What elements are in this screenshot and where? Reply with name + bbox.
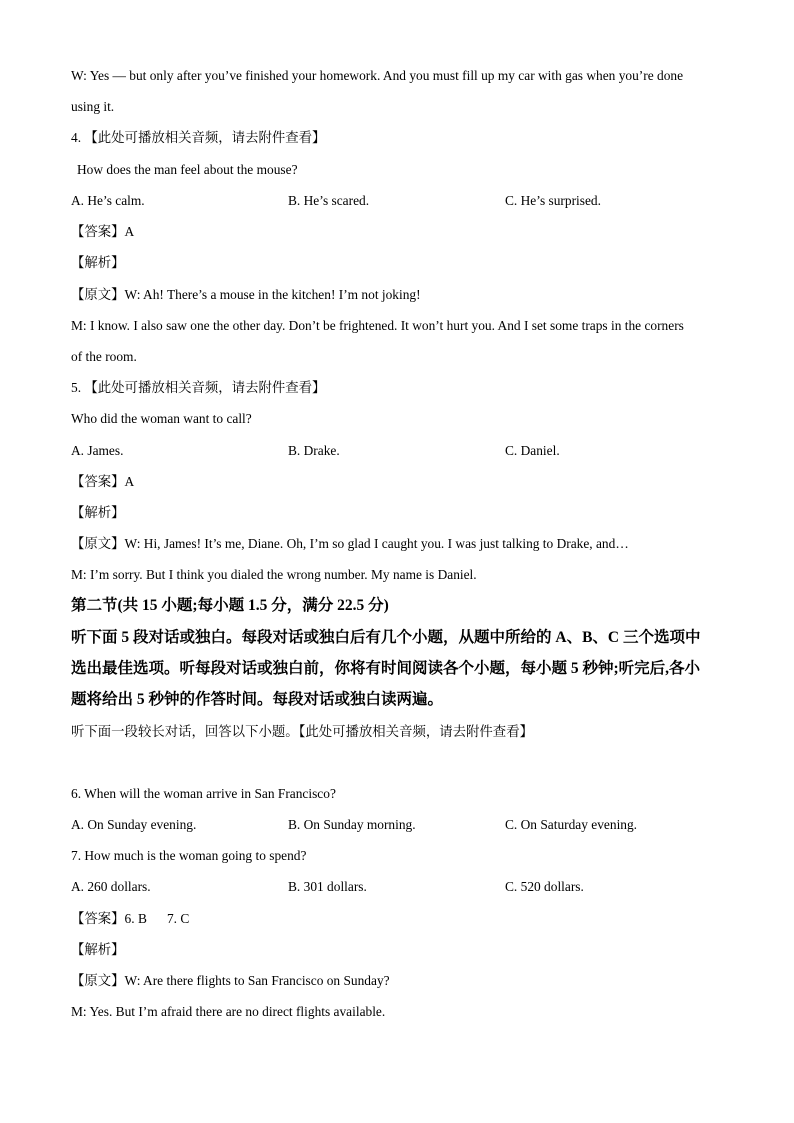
transcript-line: M: I know. I also saw one the other day. Don’t be frightened. It won’t hurt you. And I set some traps in the corners	[71, 318, 684, 333]
section-heading: 第二节(共 15 小题;每小题 1.5 分，满分 22.5 分)	[71, 597, 389, 614]
question-4-text: How does the man feel about the mouse?	[77, 162, 298, 177]
transcript-line: M: Yes. But I’m afraid there are no direct flights available.	[71, 1004, 386, 1019]
instructions-line: 题将给出 5 秒钟的作答时间。每段对话或独白读两遍。	[71, 691, 444, 708]
option-c: C. He’s surprised.	[505, 193, 601, 208]
option-a: A. On Sunday evening.	[71, 817, 197, 832]
option-c: C. 520 dollars.	[505, 879, 584, 894]
transcript-line: of the room.	[71, 349, 137, 364]
analysis-label: 【解析】	[71, 942, 125, 957]
question-5-heading: 5. 【此处可播放相关音频，请去附件查看】	[71, 380, 326, 395]
option-b: B. 301 dollars.	[288, 879, 367, 894]
transcript-line: W: Yes — but only after you’ve finished your homework. And you must fill up my car with gas when you’re done	[71, 68, 684, 83]
option-b: B. On Sunday morning.	[288, 817, 416, 832]
analysis-label: 【解析】	[71, 255, 125, 270]
answer: 【答案】A	[71, 474, 135, 489]
answer: 【答案】6. B 7. C	[71, 911, 190, 926]
analysis-label: 【解析】	[71, 505, 125, 520]
instructions-line: 选出最佳选项。听每段对话或独白前，你将有时间阅读各个小题，每小题 5 秒钟;听完后,各小	[71, 660, 701, 677]
original-text: 【原文】W: Are there flights to San Francisco on Sunday?	[71, 973, 390, 988]
option-c: C. On Saturday evening.	[505, 817, 638, 832]
answer: 【答案】A	[71, 224, 135, 239]
transcript-line: M: I’m sorry. But I think you dialed the wrong number. My name is Daniel.	[71, 567, 477, 582]
original-text: 【原文】W: Hi, James! It’s me, Diane. Oh, I’m so glad I caught you. I was just talking to Drake, and…	[71, 536, 629, 551]
original-text: 【原文】W: Ah! There’s a mouse in the kitchen! I’m not joking!	[71, 287, 421, 302]
listening-prompt: 听下面一段较长对话，回答以下小题。【此处可播放相关音频，请去附件查看】	[71, 724, 533, 739]
option-a: A. 260 dollars.	[71, 879, 151, 894]
question-6-text: 6. When will the woman arrive in San Francisco?	[71, 786, 336, 801]
question-7-text: 7. How much is the woman going to spend?	[71, 848, 307, 863]
option-b: B. Drake.	[288, 443, 340, 458]
option-a: A. James.	[71, 443, 124, 458]
instructions-line: 听下面 5 段对话或独白。每段对话或独白后有几个小题，从题中所给的 A、B、C 三个选项中	[71, 629, 701, 646]
question-4-heading: 4. 【此处可播放相关音频，请去附件查看】	[71, 130, 326, 145]
question-5-text: Who did the woman want to call?	[71, 411, 252, 426]
option-a: A. He’s calm.	[71, 193, 145, 208]
option-c: C. Daniel.	[505, 443, 560, 458]
option-b: B. He’s scared.	[288, 193, 370, 208]
transcript-line: using it.	[71, 99, 115, 114]
